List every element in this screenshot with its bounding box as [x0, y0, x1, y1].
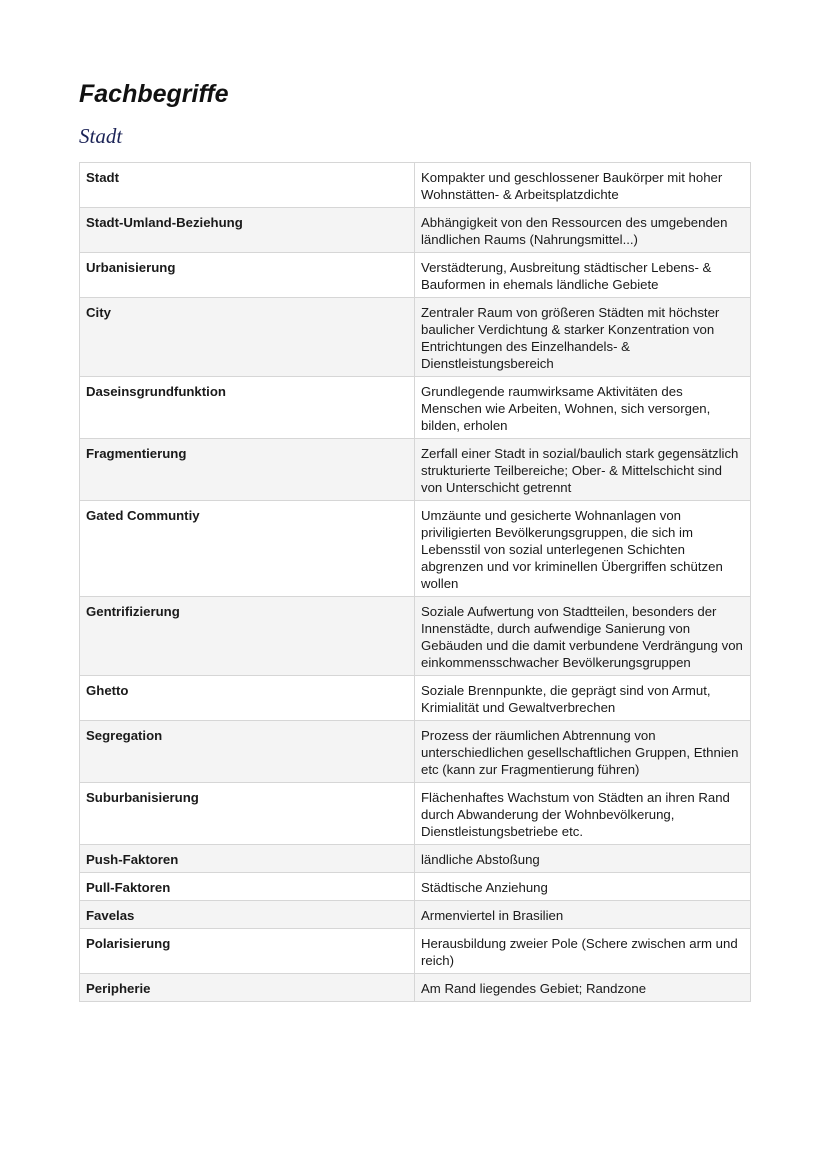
term-cell: Gated Communtiy: [80, 501, 415, 597]
table-row: [80, 377, 751, 439]
table-row: [80, 974, 751, 1002]
definition-cell: Verstädterung, Ausbreitung städtischer Lebens- & Bauformen in ehemals ländliche Gebiete: [415, 253, 751, 298]
term-cell: Polarisierung: [80, 929, 415, 974]
table-row: [80, 298, 751, 377]
definition-cell: Grundlegende raumwirksame Aktivitäten des Menschen wie Arbeiten, Wohnen, sich versorgen, bilden, erholen: [415, 377, 751, 439]
definition-cell: Am Rand liegendes Gebiet; Randzone: [415, 974, 751, 1002]
term-cell: Suburbanisierung: [80, 783, 415, 845]
table-row: [80, 929, 751, 974]
term-cell: Segregation: [80, 721, 415, 783]
table-row: [80, 676, 751, 721]
term-cell: Gentrifizierung: [80, 597, 415, 676]
term-cell: Ghetto: [80, 676, 415, 721]
term-cell: City: [80, 298, 415, 377]
table-row: [80, 163, 751, 208]
section-title: Stadt: [79, 124, 123, 148]
term-cell: Peripherie: [80, 974, 415, 1002]
glossary-table-body: [80, 163, 751, 1002]
term-cell: Pull-Faktoren: [80, 873, 415, 901]
definition-cell: Prozess der räumlichen Abtrennung von unterschiedlichen gesellschaftlichen Gruppen, Ethnien etc (kann zur Fragmentierung führen): [415, 721, 751, 783]
definition-cell: Flächenhaftes Wachstum von Städten an ihren Rand durch Abwanderung der Wohnbevölkerung, Dienstleistungsbetriebe etc.: [415, 783, 751, 845]
table-row: [80, 901, 751, 929]
definition-cell: Zentraler Raum von größeren Städten mit höchster baulicher Verdichtung & starker Konzentration von Entrichtungen des Einzelhandels- & Dienstleistungsbereich: [415, 298, 751, 377]
definition-cell: ländliche Abstoßung: [415, 845, 751, 873]
definition-cell: Armenviertel in Brasilien: [415, 901, 751, 929]
term-cell: Daseinsgrundfunktion: [80, 377, 415, 439]
definition-cell: Soziale Brennpunkte, die geprägt sind von Armut, Krimialität und Gewaltverbrechen: [415, 676, 751, 721]
definition-cell: Abhängigkeit von den Ressourcen des umgebenden ländlichen Raums (Nahrungsmittel...): [415, 208, 751, 253]
term-cell: Favelas: [80, 901, 415, 929]
term-cell: Stadt-Umland-Beziehung: [80, 208, 415, 253]
table-row: [80, 721, 751, 783]
definition-cell: Soziale Aufwertung von Stadtteilen, besonders der Innenstädte, durch aufwendige Sanierung von Gebäuden und die damit verbundene Verdrängung von einkommensschwacher Bevölkerungsgruppen: [415, 597, 751, 676]
term-cell: Urbanisierung: [80, 253, 415, 298]
glossary-table: [79, 162, 751, 1002]
definition-cell: Umzäunte und gesicherte Wohnanlagen von priviligierten Bevölkerungsgruppen, die sich im Lebensstil von sozial unterlegenen Schichten abgrenzen und vor kriminellen Übergriffen schützen wollen: [415, 501, 751, 597]
definition-cell: Städtische Anziehung: [415, 873, 751, 901]
term-cell: Stadt: [80, 163, 415, 208]
table-row: [80, 439, 751, 501]
table-row: [80, 783, 751, 845]
table-row: [80, 597, 751, 676]
definition-cell: Herausbildung zweier Pole (Schere zwischen arm und reich): [415, 929, 751, 974]
table-row: [80, 501, 751, 597]
term-cell: Push-Faktoren: [80, 845, 415, 873]
table-row: [80, 845, 751, 873]
table-row: [80, 208, 751, 253]
page-title: Fachbegriffe: [79, 80, 229, 108]
table-row: [80, 873, 751, 901]
table-row: [80, 253, 751, 298]
term-cell: Fragmentierung: [80, 439, 415, 501]
definition-cell: Kompakter und geschlossener Baukörper mit hoher Wohnstätten- & Arbeitsplatzdichte: [415, 163, 751, 208]
definition-cell: Zerfall einer Stadt in sozial/baulich stark gegensätzlich strukturierte Teilbereiche; Ober- & Mittelschicht sind von Unterschicht getrennt: [415, 439, 751, 501]
